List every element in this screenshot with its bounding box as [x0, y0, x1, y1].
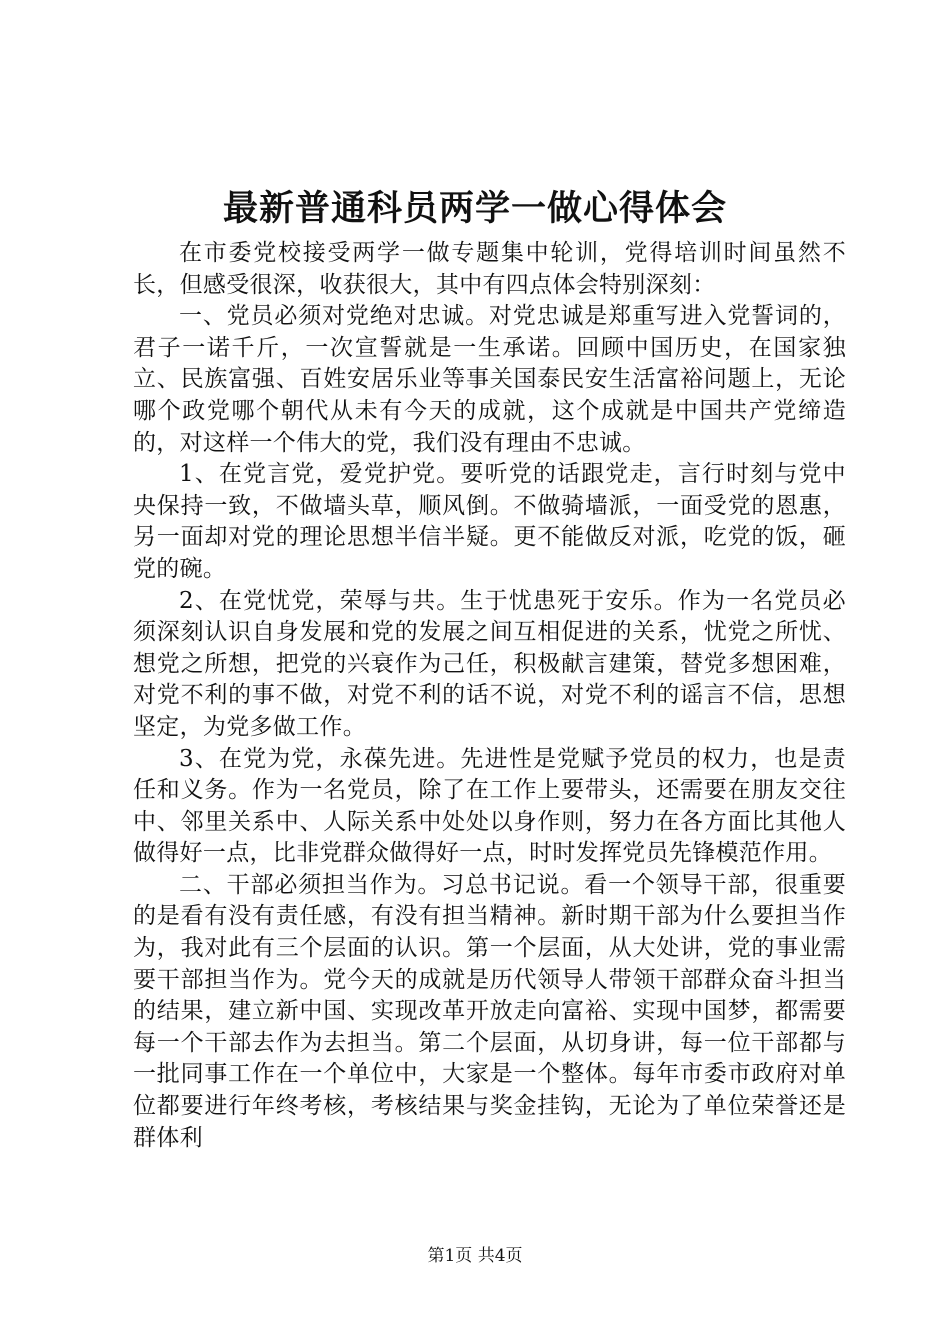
paragraph-section-1: 一、党员必须对党绝对忠诚。对党忠诚是郑重写进入党誓词的，君子一诺千斤，一次宣誓就是一生承诺。回顾中国历史，在国家独立、民族富强、百姓安居乐业等事关国泰民安生活富裕问题上，无论哪个政党哪个朝代从未有今天的成就，这个成就是中国共产党缔造的，对这样一个伟大的党，我们没有理由不忠诚。 — [133, 303, 846, 456]
page-number-footer: 第1页 共4页 — [427, 1246, 523, 1266]
paragraph-intro: 在市委党校接受两学一做专题集中轮训，党得培训时间虽然不长，但感受很深，收获很大，其中有四点体会特别深刻： — [133, 240, 846, 298]
paragraph-item-2: 2、在党忧党，荣辱与共。生于忧患死于安乐。作为一名党员必须深刻认识自身发展和党的发展之间互相促进的关系，忧党之所忧、想党之所想，把党的兴衰作为己任，积极献言建策，替党多想困难，对党不利的事不做，对党不利的话不说，对党不利的谣言不信，思想坚定，为党多做工作。 — [133, 587, 846, 740]
document-title: 最新普通科员两学一做心得体会 — [222, 188, 727, 229]
paragraph-item-3: 3、在党为党，永葆先进。先进性是党赋予党员的权力，也是责任和义务。作为一名党员，除了在工作上要带头，还需要在朋友交往中、邻里关系中、人际关系中处处以身作则，努力在各方面比其他人做得好一点，比非党群众做得好一点，时时发挥党员先锋模范作用。 — [133, 745, 846, 867]
paragraph-item-1: 1、在党言党，爱党护党。要听党的话跟党走，言行时刻与党中央保持一致，不做墙头草，顺风倒。不做骑墙派，一面受党的恩惠，另一面却对党的理论思想半信半疑。更不能做反对派，吃党的饭，砸党的碗。 — [133, 461, 846, 582]
document-body — [133, 238, 846, 1154]
paragraph-section-2: 二、干部必须担当作为。习总书记说。看一个领导干部，很重要的是看有没有责任感，有没有担当精神。新时期干部为什么要担当作为，我对此有三个层面的认识。第一个层面，从大处讲，党的事业需要干部担当作为。党今天的成就是历代领导人带领干部群众奋斗担当的结果，建立新中国、实现改革开放走向富裕、实现中国梦，都需要每一个干部去作为去担当。第二个层面，从切身讲，每一位干部都与一批同事工作在一个单位中，大家是一个整体。每年市委市政府对单位都要进行年终考核，考核结果与奖金挂钩，无论为了单位荣誉还是群体利 — [133, 871, 846, 1151]
